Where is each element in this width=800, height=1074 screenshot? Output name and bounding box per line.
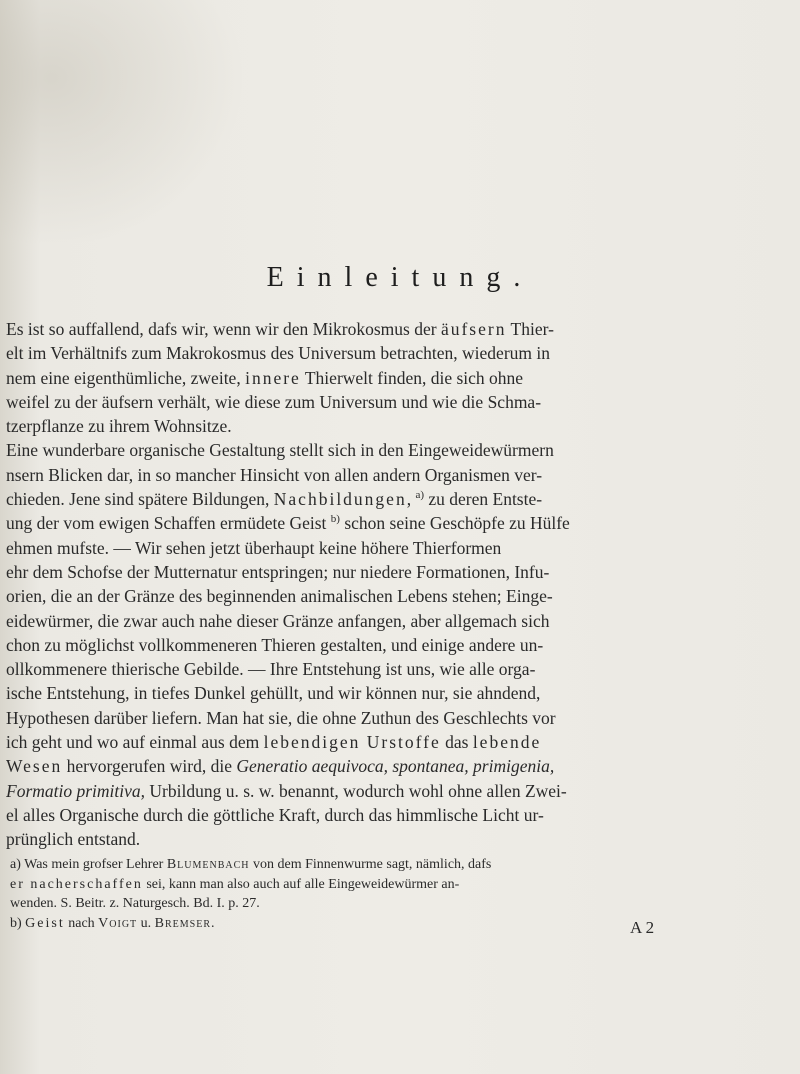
footnote-line-4 bbox=[10, 914, 780, 934]
text-span: ehr dem Schofse der Mutternatur entspringen; nur niedere Formationen, Infu- bbox=[6, 561, 550, 582]
body-line-22 bbox=[6, 827, 786, 851]
text-span: Wesen bbox=[6, 756, 63, 777]
text-span: von dem Finnenwurme sagt, nämlich, dafs bbox=[249, 857, 492, 872]
text-span: sei, kann man also auch auf alle Eingeweidewürmer an- bbox=[142, 876, 460, 892]
text-span: Blumenbach bbox=[166, 857, 250, 872]
text-span: , bbox=[406, 489, 416, 510]
body-line-5 bbox=[6, 414, 786, 438]
text-span: zu deren Entste- bbox=[424, 489, 543, 510]
body-line-12 bbox=[6, 584, 786, 608]
text-span: nem eine eigenthümliche, zweite, bbox=[6, 367, 246, 388]
text-span: innere bbox=[245, 367, 301, 388]
text-span: Geist bbox=[25, 915, 65, 931]
text-span: Urbildung u. s. w. benannt, wodurch wohl ohne allen Zwei- bbox=[145, 780, 567, 801]
signature-mark: A 2 bbox=[630, 918, 655, 937]
text-span: äufsern bbox=[440, 319, 507, 339]
body-line-19 bbox=[6, 754, 786, 778]
text-span: lebendigen Urstoffe bbox=[263, 732, 441, 753]
body-line-15 bbox=[6, 657, 786, 681]
page-heading: Einleitung. bbox=[266, 262, 534, 293]
footnote-line-3 bbox=[10, 894, 780, 914]
text-span: chieden. Jene sind spätere Bildungen, bbox=[6, 489, 274, 510]
text-span: ich geht und wo auf einmal aus dem bbox=[6, 732, 264, 753]
text-span: orien, die an der Gränze des beginnenden animalischen Lebens stehen; Einge- bbox=[6, 586, 553, 607]
text-span: ung der vom ewigen Schaffen ermüdete Geist bbox=[6, 513, 331, 534]
text-span: Thierwelt finden, die sich ohne bbox=[300, 367, 524, 388]
text-span: a) bbox=[415, 489, 424, 502]
body-line-18 bbox=[6, 730, 786, 754]
body-text bbox=[6, 317, 786, 852]
text-span: . bbox=[211, 915, 215, 931]
text-span: Formatio primitiva, bbox=[6, 780, 146, 801]
text-span: eidewürmer, die zwar auch nahe dieser Gränze anfangen, aber allgemach sich bbox=[6, 610, 550, 631]
body-line-13 bbox=[6, 609, 786, 633]
text-span: weifel zu der äufsern verhält, wie diese zum Universum und wie die Schma- bbox=[6, 391, 542, 412]
text-span: ollkommenere thierische Gebilde. — Ihre Entstehung ist uns, wie alle orga- bbox=[6, 659, 536, 680]
body-line-17 bbox=[6, 706, 786, 730]
body-line-2 bbox=[6, 341, 786, 365]
text-span: elt im Verhältnifs zum Makrokosmus des Universum betrachten, wiederum in bbox=[6, 343, 551, 364]
text-span: schon seine Geschöpfe zu Hülfe bbox=[339, 513, 570, 534]
footnotes bbox=[10, 855, 780, 933]
body-line-1 bbox=[6, 317, 786, 341]
text-span: Nachbildungen bbox=[273, 489, 407, 510]
footnote-line-2 bbox=[10, 875, 780, 895]
text-span: b) bbox=[10, 915, 26, 931]
text-span: Thier- bbox=[506, 319, 554, 339]
body-line-3 bbox=[6, 366, 786, 390]
text-span: a) Was mein grofser Lehrer bbox=[10, 857, 167, 872]
text-span: wenden. S. Beitr. z. Naturgesch. Bd. I. p. 27. bbox=[10, 896, 260, 911]
text-span: nsern Blicken dar, in so mancher Hinsicht von allen andern Organismen ver- bbox=[6, 464, 543, 485]
text-span: Bremser bbox=[154, 915, 212, 931]
text-span: Voigt bbox=[98, 915, 138, 931]
body-line-20 bbox=[6, 779, 786, 803]
body-line-8 bbox=[6, 487, 786, 511]
body-line-4 bbox=[6, 390, 786, 414]
footnote-line-1 bbox=[10, 855, 780, 875]
text-span: Eine wunderbare organische Gestaltung stellt sich in den Eingeweidewürmern bbox=[6, 440, 554, 461]
body-line-14 bbox=[6, 633, 786, 657]
body-line-21 bbox=[6, 803, 786, 827]
text-span: lebende bbox=[472, 732, 542, 753]
body-line-11 bbox=[6, 560, 786, 584]
text-span: Generatio aequivoca, spontanea, primigenia, bbox=[236, 756, 555, 777]
text-span: nach bbox=[64, 915, 99, 931]
body-line-7 bbox=[6, 463, 786, 487]
text-span: chon zu möglichst vollkommeneren Thieren gestalten, und einige andere un- bbox=[6, 634, 544, 655]
text-span: Hypothesen darüber liefern. Man hat sie, die ohne Zuthun des Geschlechts vor bbox=[6, 707, 556, 728]
text-span: ehmen mufste. — Wir sehen jetzt überhaupt keine höhere Thierformen bbox=[6, 537, 502, 558]
text-span: hervorgerufen wird, die bbox=[62, 756, 237, 777]
body-line-6 bbox=[6, 438, 786, 462]
text-span: das bbox=[440, 732, 473, 753]
text-span: b) bbox=[330, 513, 340, 526]
text-span: ische Entstehung, in tiefes Dunkel gehüllt, und wir können nur, sie ahndend, bbox=[6, 683, 541, 704]
text-span: Es ist so auffallend, dafs wir, wenn wir den Mikrokosmus der bbox=[6, 319, 441, 339]
body-line-10 bbox=[6, 536, 786, 560]
body-line-16 bbox=[6, 681, 786, 705]
text-span: tzerpflanze zu ihrem Wohnsitze. bbox=[6, 416, 232, 437]
text-span: el alles Organische durch die göttliche Kraft, durch das himmlische Licht ur- bbox=[6, 804, 544, 825]
text-span: er nacherschaffen bbox=[10, 876, 143, 892]
text-span: prünglich entstand. bbox=[6, 829, 141, 850]
text-span: u. bbox=[137, 915, 155, 931]
body-line-9 bbox=[6, 511, 786, 535]
paper-stain bbox=[0, 0, 260, 260]
